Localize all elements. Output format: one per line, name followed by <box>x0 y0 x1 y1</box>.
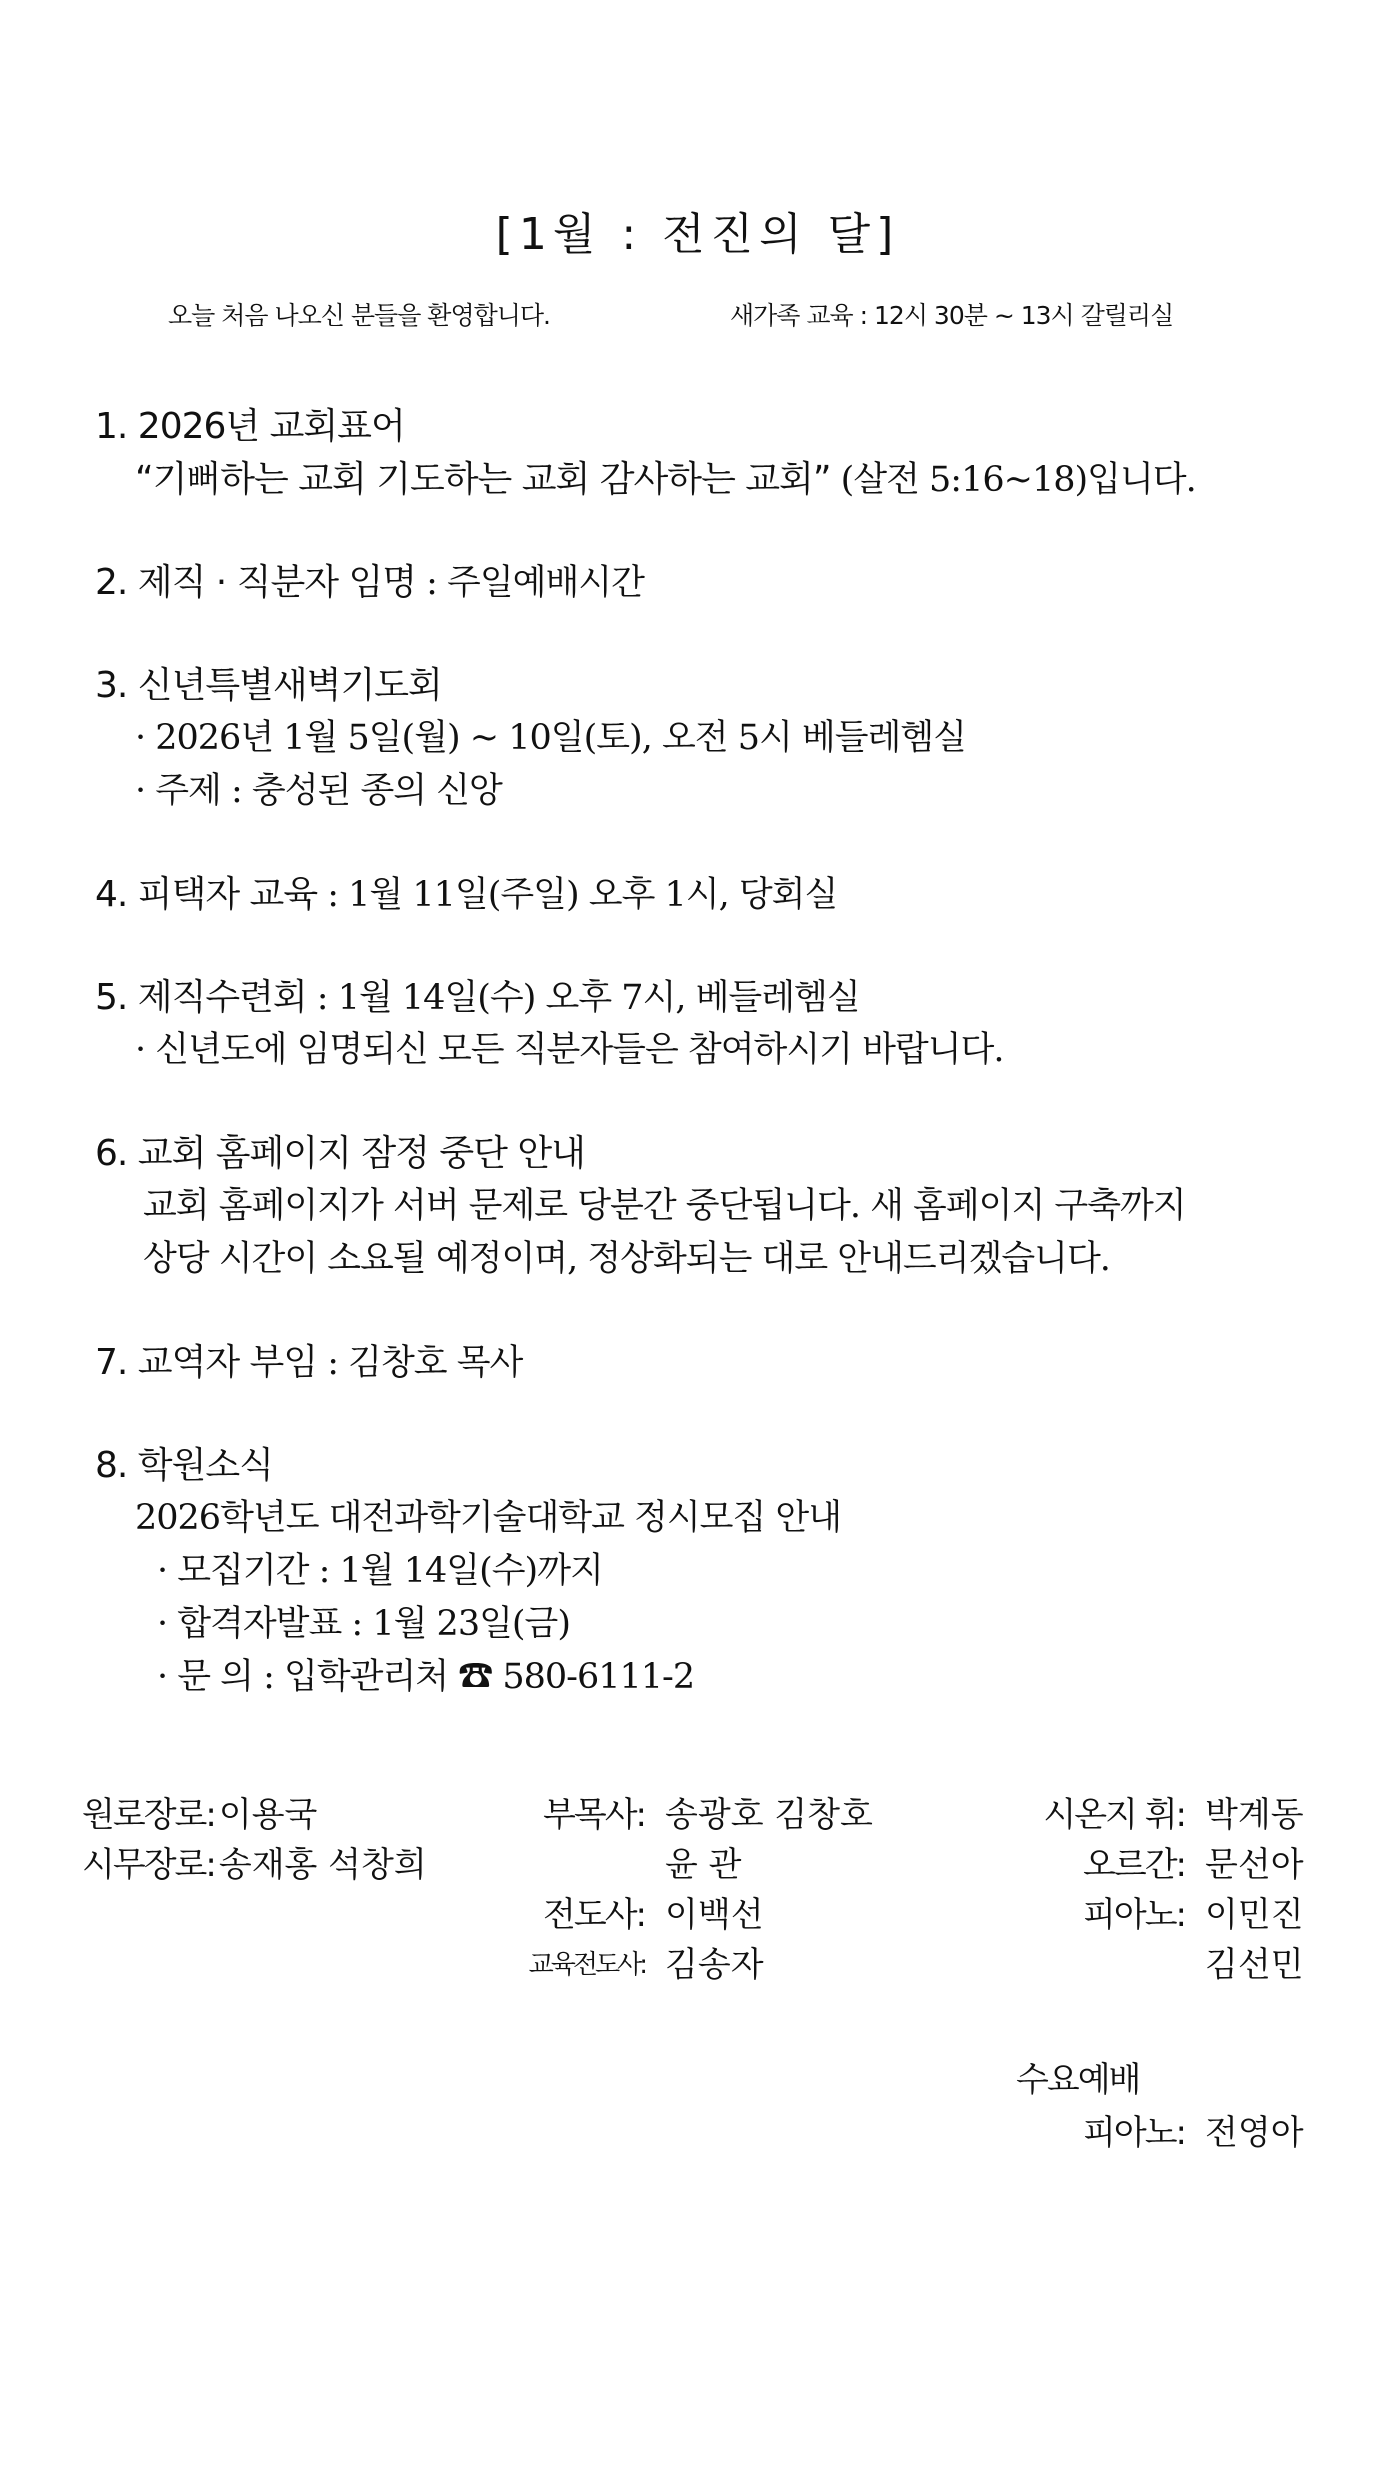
new-family-education: 새가족 교육 : 12시 30분 ~ 13시 갈릴리실 <box>730 301 1174 330</box>
wednesday-piano-label: 피아노: <box>1083 2113 1185 2153</box>
staff-evangelist-value: 이백선 <box>665 1895 764 1935</box>
staff-associate-pastor-label: 부목사: <box>543 1795 645 1835</box>
item-heading: 3. 신년특별새벽기도회 <box>95 665 442 706</box>
item-line: 교회 홈페이지가 서버 문제로 당분간 중단됩니다. 새 홈페이지 구축까지 <box>143 1186 1186 1226</box>
announcement-motto <box>95 400 1335 506</box>
staff-organ-label: 오르간: <box>1083 1845 1185 1885</box>
announcement-pastor <box>95 1336 1335 1389</box>
item-heading: 1. 2026년 교회표어 <box>95 406 405 447</box>
item-heading: 8. 학원소식 <box>95 1445 273 1486</box>
item-detail: : 1월 11일(주일) 오후 1시, 당회실 <box>317 875 838 915</box>
item-line: · 2026년 1월 5일(월) ~ 10일(토), 오전 5시 베들레헴실 <box>135 718 966 758</box>
staff-emeritus-elder: 원로장로: 이용국 <box>82 1795 318 1835</box>
announcement-retreat <box>95 971 1335 1077</box>
item-line: · 신년도에 임명되신 모든 직분자들은 참여하시기 바랍니다. <box>135 1030 1004 1070</box>
item-line: · 합격자발표 : 1월 23일(금) <box>157 1604 571 1644</box>
staff-piano-value: 이민진 <box>1205 1895 1304 1935</box>
staff-associate-pastor-value-2: 윤 관 <box>665 1845 742 1885</box>
page-title: [1월 : 전진의 달] <box>495 209 900 260</box>
item-line: · 주제 : 충성된 종의 신앙 <box>135 771 502 811</box>
wednesday-service-title: 수요예배 <box>1016 2060 1140 2100</box>
motto-reference: (살전 5:16~18)입니다. <box>830 460 1196 500</box>
item-detail: : 김창호 목사 <box>317 1343 523 1383</box>
wednesday-piano-value: 전영아 <box>1205 2113 1304 2153</box>
announcement-academy <box>95 1439 1335 1704</box>
staff-evangelist-label: 전도사: <box>543 1895 645 1935</box>
announcement-list <box>95 400 1335 1754</box>
staff-associate-pastor-value: 송광호 김창호 <box>665 1795 873 1835</box>
staff-choir-conductor-label: 시온지 휘: <box>1043 1795 1185 1835</box>
announcement-elder-education <box>95 868 1335 921</box>
item-heading: 4. 피택자 교육 <box>95 874 318 915</box>
item-heading: 2. 제직 · 직분자 임명 <box>95 562 416 603</box>
item-heading: 6. 교회 홈페이지 잠정 중단 안내 <box>95 1133 585 1174</box>
item-detail: : 주일예배시간 <box>416 563 644 603</box>
item-line: · 모집기간 : 1월 14일(수)까지 <box>157 1551 603 1591</box>
staff-education-evangelist-value: 김송자 <box>665 1945 764 1985</box>
announcement-appointment <box>95 556 1335 609</box>
announcement-homepage <box>95 1127 1335 1286</box>
item-heading: 7. 교역자 부임 <box>95 1342 318 1383</box>
staff-organ-value: 문선아 <box>1205 1845 1304 1885</box>
motto-quote: “기뻐하는 교회 기도하는 교회 감사하는 교회” <box>135 459 831 500</box>
item-detail: : 1월 14일(수) 오후 7시, 베들레헴실 <box>306 978 860 1018</box>
staff-active-elder: 시무장로: 송재홍 석창희 <box>82 1845 427 1885</box>
staff-choir-conductor-value: 박계동 <box>1205 1795 1304 1835</box>
item-line: 상당 시간이 소요될 예정이며, 정상화되는 대로 안내드리겠습니다. <box>143 1239 1110 1279</box>
announcement-dawn-prayer <box>95 659 1335 818</box>
staff-piano-value-2: 김선민 <box>1205 1945 1304 1985</box>
welcome-message: 오늘 처음 나오신 분들을 환영합니다. <box>168 301 550 330</box>
staff-piano-label: 피아노: <box>1083 1895 1185 1935</box>
item-heading: 5. 제직수련회 <box>95 977 307 1018</box>
item-line: 2026학년도 대전과학기술대학교 정시모집 안내 <box>135 1498 842 1538</box>
staff-education-evangelist-label: 교육전도사: <box>528 1950 645 1980</box>
item-line: · 문 의 : 입학관리처 ☎ 580-6111-2 <box>157 1657 695 1697</box>
